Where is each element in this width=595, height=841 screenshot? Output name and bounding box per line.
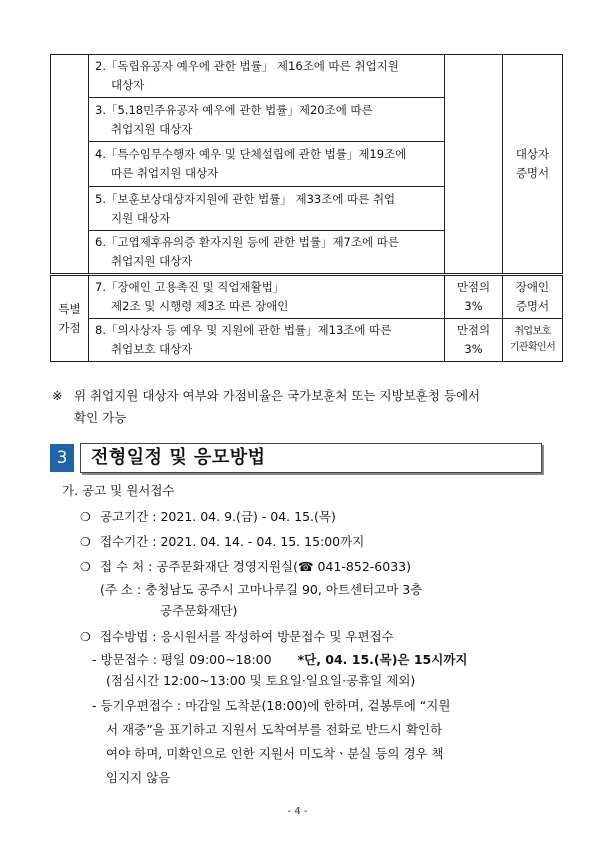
special-label-line: 가점 [58,320,81,335]
row-text [89,187,445,231]
list-item [80,507,336,527]
receipt-place: 접 수 처 : 공주문화재단 경영지원실(☎ 041-852-6033) [100,559,411,574]
table-row [51,55,563,98]
row-text [89,231,445,275]
circle-bullet-icon: ❍ [80,560,91,574]
doc-line: 증명서 [515,299,550,313]
note-text: 위 취업지원 대상자 여부와 가점비율은 국가보훈처 또는 지방보훈청 등에서 [74,388,481,403]
rate-cell [445,319,503,362]
doc-line: 취업보호 [514,326,551,337]
row-text [89,275,445,319]
list-item [80,627,394,647]
row-text-line: 8.「의사상자 등 예우 및 지원에 관한 법률」제13조에 따른 [95,323,392,337]
rate-line: 3% [464,342,483,356]
rate-line: 만점의 [456,323,491,337]
doc-label: 증명서 [515,166,550,180]
rate-cell [445,275,503,319]
row-text [89,142,445,187]
list-item [80,557,411,577]
visit-exclusion: (점심시간 12:00~13:00 및 토요일·일요일·공휴일 제외) [106,673,416,688]
row-text-line: 3.「5.18민주유공자 예우에 관한 법률」제20조에 따른 [95,102,373,117]
mail-receipt-line: 임지지 않음 [106,770,171,785]
table-row [51,275,563,319]
circle-bullet-icon: ❍ [80,630,91,644]
reference-mark: ※ [52,388,63,403]
rate-line: 만점의 [456,280,491,294]
eligibility-note [52,385,557,429]
notice-period: 공고기간 : 2021. 04. 9.(금) - 04. 15.(목) [100,509,336,524]
row-text-line: 대상자 [111,78,145,92]
doc-line: 장애인 [515,280,550,294]
list-item [80,532,364,552]
address-line: 공주문화재단) [160,603,238,618]
visit-deadline-note: *단, 04. 15.(목)은 15시까지 [297,652,468,667]
doc-cell [503,275,563,319]
section-header [50,443,540,473]
merged-doc-cell [503,55,563,275]
row-text-line: 6.「고엽제후유의증 환자지원 등에 관한 법률」제7조에 따른 [95,235,399,249]
row-text-line: 5.「보훈보상대상자지원에 관한 법률」 제33조에 따른 취업 [95,191,396,206]
circle-bullet-icon: ❍ [80,535,91,549]
doc-line: 기관확인서 [509,342,556,353]
note-text: 확인 가능 [74,410,127,425]
section-title: 전형일정 및 응모방법 [91,447,266,468]
subheading-notice: 가. 공고 및 원서접수 [62,483,175,498]
visit-hours: - 방문접수 : 평일 09:00~18:00 [92,652,272,667]
row-text-line: 지원 대상자 [111,210,171,225]
row-text-line: 취업보호 대상자 [111,342,193,356]
mail-receipt-line: 서 재중”을 표기하고 지원서 도착여부를 전화로 반드시 확인하 [106,722,443,737]
section-number: 3 [50,444,74,472]
section-title-box [80,443,542,473]
row-text-line: 4.「특수임무수행자 예우 및 단체설립에 관한 법률」제19조에 [95,147,407,161]
receipt-method: 접수방법 : 응시원서를 작성하여 방문접수 및 우편접수 [100,629,394,644]
circle-bullet-icon: ❍ [80,510,91,524]
row-text-line: 제2조 및 시행령 제3조 따른 장애인 [111,299,289,313]
rate-line: 3% [464,299,483,313]
visit-receipt-line [92,650,467,670]
receipt-period: 접수기간 : 2021. 04. 14. - 04. 15. 15:00까지 [100,534,365,549]
category-cell-empty [51,55,89,275]
row-text-line: 취업지원 대상자 [111,121,193,136]
row-text-line: 따른 취업지원 대상자 [111,166,219,180]
mail-receipt-line: 여야 하며, 미확인으로 인한 지원서 미도착ㆍ분실 등의 경우 책 [106,746,444,761]
doc-label: 대상자 [515,147,550,161]
rate-cell-empty [445,55,503,275]
row-text-line: 취업지원 대상자 [111,254,193,268]
row-text [89,98,445,142]
bonus-points-table [50,54,563,362]
row-text [89,319,445,362]
special-label-line: 특별 [58,301,81,316]
mail-receipt-line: - 등기우편접수 : 마감일 도착분(18:00)에 한하며, 겉봉투에 “지원 [92,698,451,713]
row-text-line: 2.「독립유공자 예우에 관한 법률」 제16조에 따른 취업지원 [95,59,399,73]
doc-cell [503,319,563,362]
table-row [51,319,563,362]
page-number: - 4 - [287,806,308,817]
row-text [89,55,445,98]
row-text-line: 7.「장애인 고용촉진 및 직업재활법」 [95,280,285,294]
address-line: (주 소 : 충청남도 공주시 고마나루길 90, 아트센터고마 3층 [100,582,423,597]
special-points-label [51,275,89,362]
